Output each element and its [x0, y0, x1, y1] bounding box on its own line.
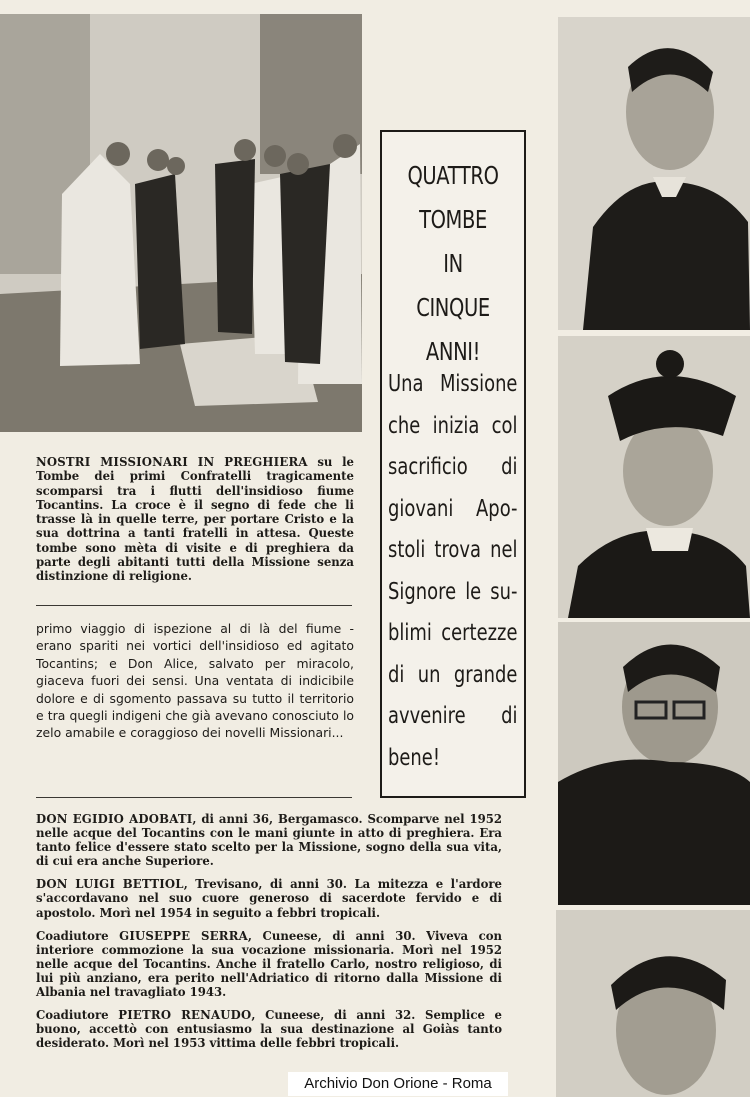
article-body-text: primo viaggio di ispezione al di là del fiume - erano spariti nei vortici dell'insidioso ed agitato Tocantins; e Don Alice, salvato per miracolo, giaceva fuori dei sensi. Una ventata di indicibile dolore e di sgomento passava su tutto il territorio e tra quegli indigeni che già avevano conosciuto lo zelo amabile e coraggioso dei novelli Missionari...: [36, 621, 354, 741]
bio-entry: [36, 812, 502, 868]
bio-text: , Cuneese, di anni 32. Semplice e buono, accettò con entusiasmo la sua destinazione al Goiàs tanto desiderato. Morì nel 1953 vittima delle febbri tropicali.: [36, 1008, 502, 1051]
group-photo-missionaries-at-graves: [0, 14, 362, 432]
headline-subtitle: [388, 364, 517, 779]
bio-prefix: Coadiutore: [36, 1008, 119, 1023]
bio-name: DON LUIGI BETTIOL: [36, 877, 184, 892]
subtitle-line: giovani Apo-: [388, 495, 518, 522]
headline-box: [380, 130, 526, 798]
caption-text: su le Tombe dei primi Confratelli tragicamente scomparsi tra i flutti dell'insidioso fiume Tocantins. La croce è il segno di fede che li trasse là in quelle terre, per portare Cristo e la sua dottrina a tanti fratelli in attesa. Queste tombe sono mèta di visite e di preghiera da parte degli abitanti tutti della Missione senza distinzione di religione.: [36, 455, 354, 584]
title-line: CINQUE ANNI!: [416, 293, 490, 366]
caption-lead: NOSTRI MISSIONARI IN PREGHIERA: [36, 455, 308, 469]
bio-name: PIETRO RENAUDO: [118, 1008, 252, 1023]
bio-prefix: Coadiutore: [36, 928, 120, 943]
title-line: QUATTRO: [407, 161, 499, 190]
subtitle-line: di un grande: [388, 661, 518, 688]
title-line: TOMBE: [419, 205, 487, 234]
divider: [36, 797, 352, 798]
bio-name: DON EGIDIO ADOBATI: [36, 812, 193, 826]
bio-entry: [36, 1008, 502, 1050]
bio-entry: [36, 929, 502, 999]
subtitle-line: blimi certezze: [388, 620, 518, 646]
subtitle-line: sacrificio di: [388, 454, 518, 480]
bio-text: , Trevisano, di anni 30. La mitezza e l'ardore s'accordavano nel suo cuore generoso di sacerdote fervido e di apostolo. Morì nel 1954 in seguito a febbri tropicali.: [36, 877, 502, 920]
bio-name: GIUSEPPE SERRA: [119, 928, 248, 943]
archive-watermark-label: Archivio Don Orione - Roma: [288, 1072, 508, 1096]
bio-text: , di anni 36, Bergamasco. Scomparve nel 1952 nelle acque del Tocantins con le mani giunte in atto di preghiera. Era tanto felice d'essere stato scelto per la Missione, sogno della sua vita, di cui era anche Superiore.: [36, 812, 502, 869]
bio-text: , Cuneese, di anni 30. Viveva con interiore commozione la sua vocazione missionaria. Morì nel 1952 nelle acque del Tocantins. Anche il fratello Carlo, nostro religioso, di lui più anziano, era perito nell'Adriatico di ritorno dalla Missione di Albania nel travagliato 1943.: [36, 928, 503, 1000]
subtitle-line: che inizia col: [388, 412, 518, 439]
subtitle-line: avvenire di: [388, 703, 518, 729]
portrait-photo-bettiol: [558, 336, 750, 618]
subtitle-line: stoli trova nel: [388, 537, 518, 563]
portrait-photo-renaudo: [556, 910, 750, 1097]
subtitle-line: bene!: [388, 744, 441, 771]
headline-title: [398, 154, 509, 374]
bio-entry: [36, 877, 502, 919]
divider: [36, 605, 352, 606]
portrait-photo-serra: [558, 622, 750, 905]
title-line: IN: [443, 249, 463, 278]
subtitle-line: Una Missione: [388, 371, 518, 397]
portrait-photo-adobati: [558, 17, 750, 330]
photo-caption: [36, 455, 354, 584]
biographies: [36, 812, 502, 1059]
subtitle-line: Signore le su-: [388, 578, 518, 605]
